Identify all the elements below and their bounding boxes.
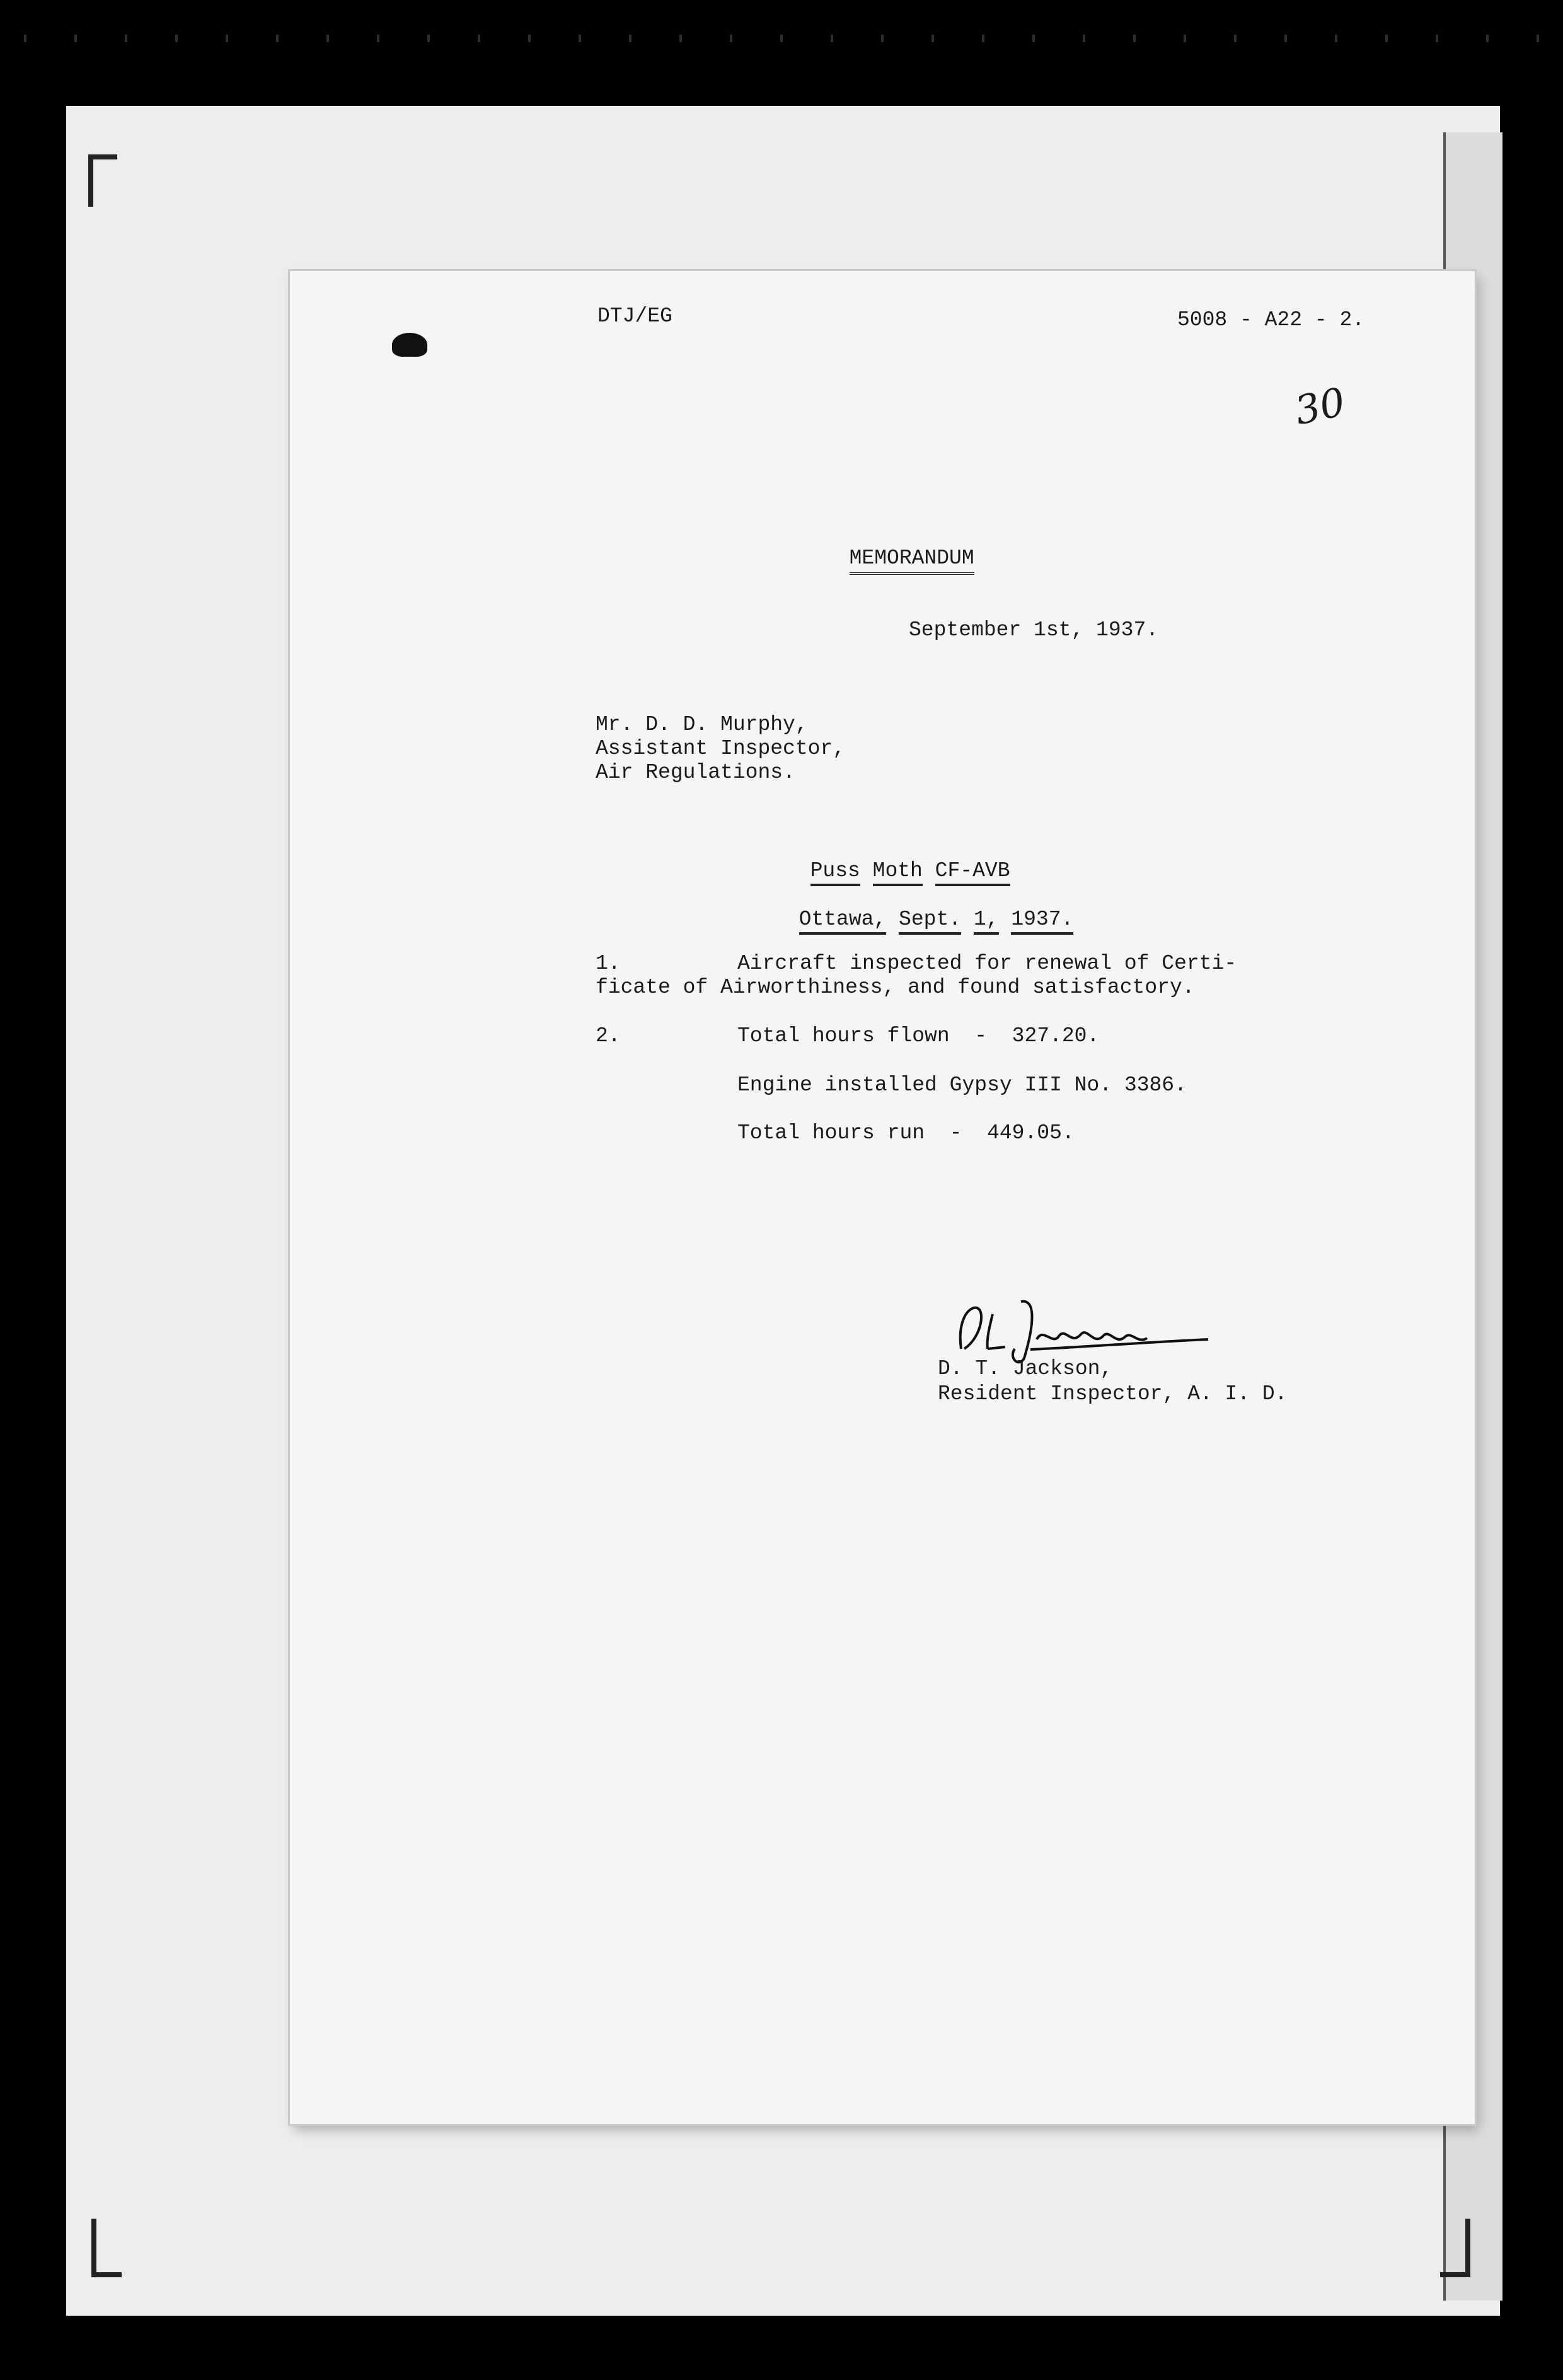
subject-word: 1937.	[1011, 908, 1073, 935]
subject-word: Puss	[810, 859, 860, 886]
signatory-title: Resident Inspector, A. I. D.	[938, 1382, 1288, 1406]
film-sprocket-strip	[0, 35, 1563, 42]
corner-mark-top-left	[88, 154, 117, 207]
film-edge	[0, 0, 1563, 95]
paragraph-2-number: 2.	[596, 1024, 621, 1048]
punch-hole	[392, 333, 427, 357]
memo-date: September 1st, 1937.	[909, 618, 1159, 642]
page-number-handwritten: 30	[1291, 378, 1349, 434]
recipient-department: Air Regulations.	[596, 761, 795, 784]
total-hours-run: Total hours run - 449.05.	[737, 1121, 1075, 1145]
recipient-name: Mr. D. D. Murphy,	[596, 713, 808, 736]
total-hours-flown: Total hours flown - 327.20.	[737, 1024, 1100, 1048]
corner-mark-bottom-right	[1440, 2219, 1470, 2277]
file-number: 5008 - A22 - 2.	[1177, 308, 1365, 332]
corner-mark-bottom-left	[91, 2219, 122, 2277]
reference-initials: DTJ/EG	[597, 304, 672, 328]
subject-word: 1,	[974, 908, 999, 935]
paragraph-1-line-1: Aircraft inspected for renewal of Certi-	[737, 952, 1237, 975]
subject-word: Ottawa,	[799, 908, 887, 935]
subject-registration: CF-AVB	[935, 859, 1010, 886]
subject-aircraft	[785, 833, 1010, 884]
paragraph-1-number: 1.	[596, 952, 621, 975]
subject-word: Sept.	[899, 908, 961, 935]
handwritten-signature	[949, 1289, 1213, 1365]
recipient-title: Assistant Inspector,	[596, 737, 846, 760]
subject-word: Moth	[873, 859, 923, 886]
engine-installed: Engine installed Gypsy III No. 3386.	[737, 1073, 1187, 1097]
subject-place-date	[774, 882, 1073, 932]
signatory-name: D. T. Jackson,	[938, 1357, 1113, 1380]
memo-title-wrap	[824, 521, 974, 571]
memo-title: MEMORANDUM	[850, 546, 974, 575]
paragraph-1-line-2: ficate of Airworthiness, and found satisfactory.	[596, 976, 1195, 999]
